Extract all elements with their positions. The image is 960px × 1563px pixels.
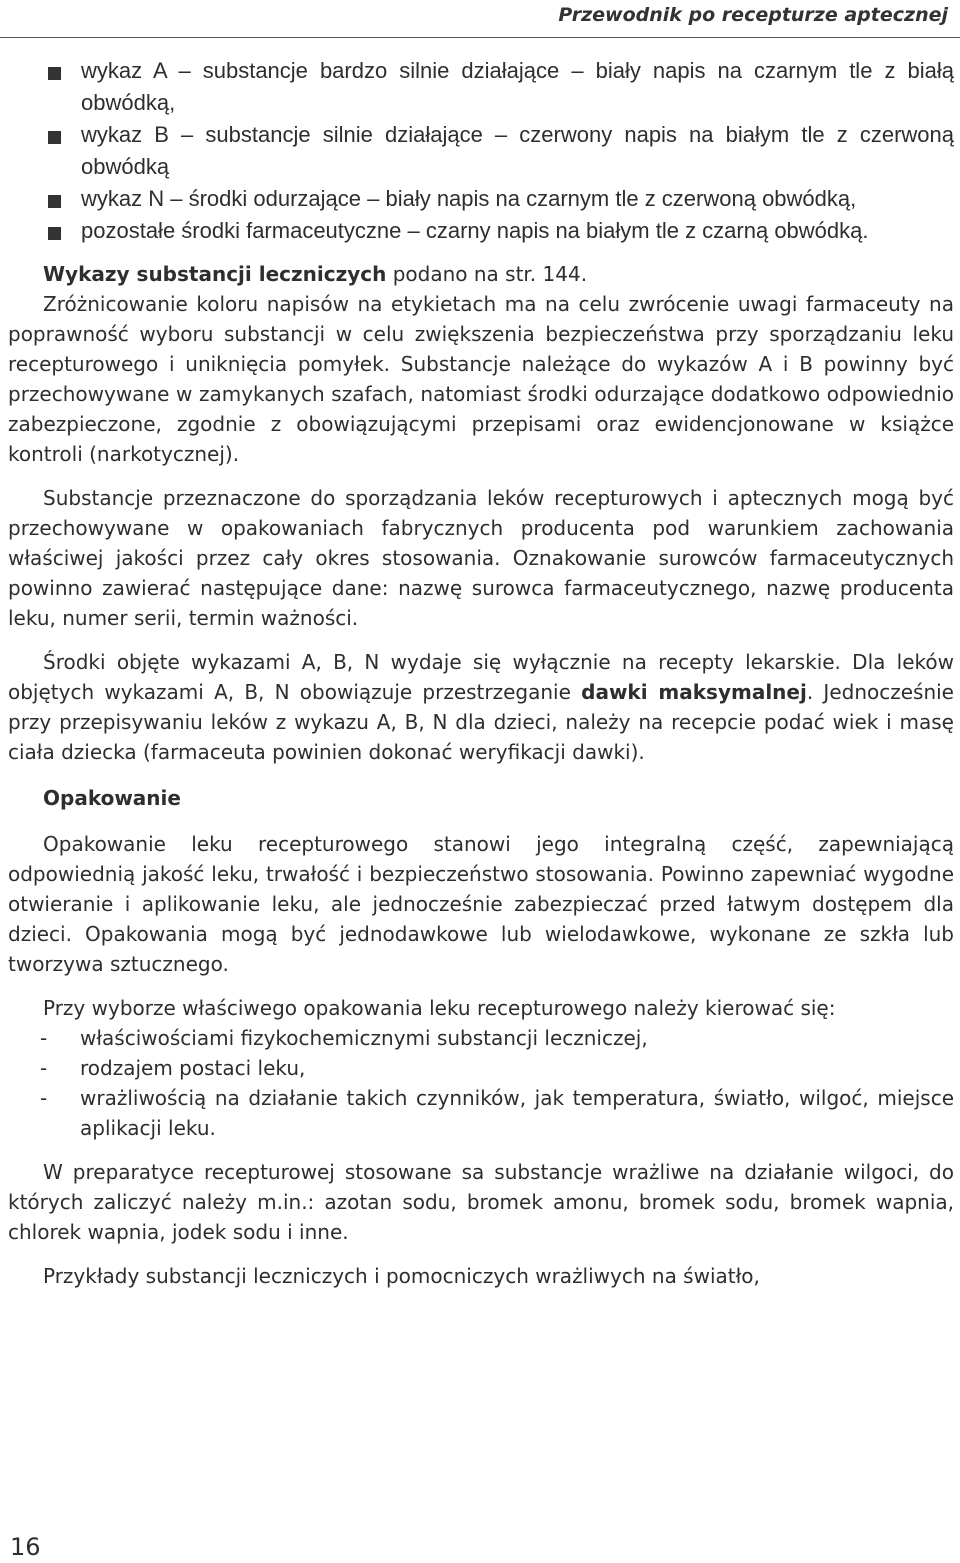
list-wykazy: [8, 55, 954, 247]
paragraph-colors: Zróżnicowanie koloru napisów na etykietach ma na celu zwrócenie uwagi farmaceuty na poprawność wyboru substancji w celu zwiększenia bezpieczeństwa przy sporządzaniu leku recepturowego i uniknięcia pomyłek. Substancje należące do wykazów A i B powinny być przechowywane w zamykanych szafach, natomiast środki odurzające dodatkowo odpowiednio zabezpieczone, zgodnie z obowiązującymi przepisami oraz ewidencjonowane w książce kontroli (narkotycznej).: [8, 292, 954, 466]
paragraph-moisture: W preparatyce recepturowej stosowane sa substancje wrażliwe na działanie wilgoci, do których zaliczyć należy m.in.: azotan sodu, bromek amonu, bromek sodu, bromek wapnia, chlorek wapnia, jodek sodu i inne.: [8, 1160, 954, 1244]
list-item: - wrażliwością na działanie takich czynników, jak temperatura, światło, wilgoć, miejsce aplikacji leku.: [40, 1086, 954, 1140]
page-number: 16: [10, 1533, 41, 1561]
list-item: wykaz B – substancje silnie działające – czerwony napis na białym tle z czerwoną obwódką: [8, 119, 954, 183]
list-item: wykaz N – środki odurzające – biały napis na czarnym tle z czerwoną obwódką,: [8, 183, 954, 215]
paragraph-packaging: Opakowanie leku recepturowego stanowi jego integralną część, zapewniającą odpowiednią jakość leku, trwałość i bezpieczeństwo stosowania. Powinno zapewniać wygodne otwieranie i aplikowanie leku, ale jednocześnie zabezpieczać przed łatwym dostępem dla dzieci. Opakowania mogą być jednodawkowe lub wielodawkowe, wykonane ze szkła lub tworzywa sztucznego.: [8, 832, 954, 976]
list-item: wykaz A – substancje bardzo silnie działające – biały napis na czarnym tle z białą obwódką,: [8, 55, 954, 119]
list-criteria: [8, 1023, 954, 1143]
square-bullet-icon: [48, 67, 61, 80]
list-item: - właściwościami fizykochemicznymi substancji leczniczej,: [40, 1026, 648, 1050]
paragraph-prescription: Środki objęte wykazami A, B, N wydaje się wyłącznie na recepty lekarskie. Dla leków objętych wykazami A, B, N obowiązuje przestrzeganie dawki maksymalnej. Jednocześnie przy przepisywaniu leków z wykazu A, B, N dla dzieci, należy na recepcie podać wiek i masę ciała dziecka (farmaceuta powinien dokonać weryfikacji dawki).: [8, 650, 954, 764]
paragraph-light: Przykłady substancji leczniczych i pomocniczych wrażliwych na światło,: [43, 1264, 760, 1288]
section-heading: Opakowanie: [43, 786, 181, 810]
square-bullet-icon: [48, 227, 61, 240]
list-item: - rodzajem postaci leku,: [40, 1056, 306, 1080]
header-title: Przewodnik po recepturze aptecznej: [558, 4, 948, 26]
list-item: pozostałe środki farmaceutyczne – czarny napis na białym tle z czarną obwódką.: [8, 215, 954, 247]
paragraph-storage: Substancje przeznaczone do sporządzania leków recepturowych i aptecznych mogą być przechowywane w opakowaniach fabrycznych producenta pod warunkiem zachowania właściwej jakości przez cały okres stosowania. Oznakowanie surowców farmaceutycznych powinno zawierać następujące dane: nazwę surowca farmaceutycznego, nazwę producenta leku, numer serii, termin ważności.: [8, 486, 954, 630]
page-content: [8, 55, 954, 1291]
square-bullet-icon: [48, 195, 61, 208]
paragraph-choice: Przy wyborze właściwego opakowania leku recepturowego należy kierować się:: [43, 996, 836, 1020]
square-bullet-icon: [48, 131, 61, 144]
reference-line: Wykazy substancji leczniczych podano na str. 144.: [43, 262, 588, 286]
running-header: [0, 0, 960, 38]
